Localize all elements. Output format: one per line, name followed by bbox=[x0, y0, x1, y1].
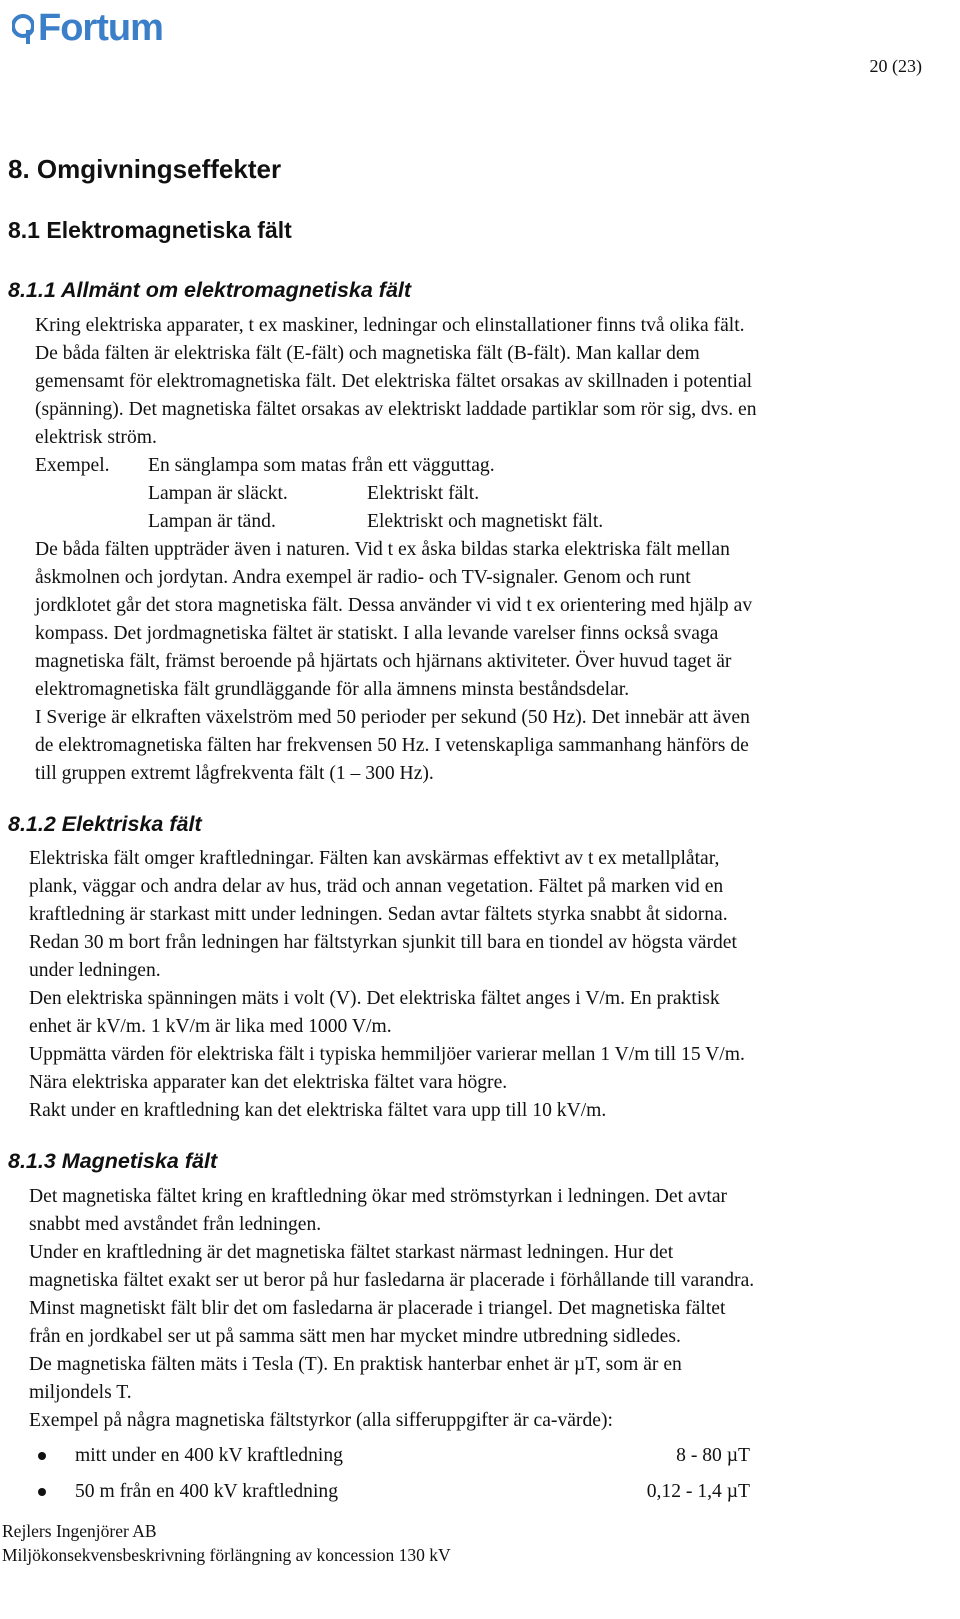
paragraph-line: I Sverige är elkraften växelström med 50 perioder per sekund (50 Hz). Det innebär att även bbox=[35, 707, 750, 728]
paragraph-line: Redan 30 m bort från ledningen har fältstyrkan sjunkit till bara en tiondel av högsta värdet bbox=[29, 932, 737, 953]
paragraph-line: De båda fälten är elektriska fält (E-fält) och magnetiska fält (B-fält). Man kallar dem bbox=[35, 343, 700, 364]
paragraph-line: elektromagnetiska fält grundläggande för alla ämnens minsta beståndsdelar. bbox=[35, 679, 630, 700]
section-general-body bbox=[35, 312, 935, 788]
page-footer bbox=[2, 1519, 451, 1567]
paragraph-line: till gruppen extremt lågfrekventa fält (1 – 300 Hz). bbox=[35, 763, 434, 784]
paragraph-line: Nära elektriska apparater kan det elektriska fältet vara högre. bbox=[29, 1072, 508, 1093]
paragraph-line: magnetiska fältet exakt ser ut beror på hur fasledarna är placerade i förhållande till varandra. bbox=[29, 1270, 755, 1291]
paragraph-line: under ledningen. bbox=[29, 960, 161, 981]
subsection-heading-electric: 8.1.2 Elektriska fält bbox=[8, 812, 202, 836]
paragraph-line: magnetiska fält, främst beroende på hjärtats och hjärnans aktiviteter. Över huvud taget är bbox=[35, 651, 732, 672]
chapter-heading: 8. Omgivningseffekter bbox=[8, 154, 282, 184]
example-row bbox=[35, 508, 935, 536]
list-item-value: 0,12 - 1,4 µT bbox=[646, 1481, 750, 1502]
paragraph-line: elektrisk ström. bbox=[35, 427, 157, 448]
example-intro bbox=[35, 452, 935, 480]
paragraph-line: De magnetiska fälten mäts i Tesla (T). En praktisk hanterbar enhet är µT, som är en bbox=[29, 1354, 682, 1375]
example-text: En sänglampa som matas från ett vägguttag. bbox=[148, 455, 495, 476]
section-heading: 8.1 Elektromagnetiska fält bbox=[8, 217, 292, 243]
paragraph-line: De båda fälten uppträder även i naturen. Vid t ex åska bildas starka elektriska fält mellan bbox=[35, 539, 730, 560]
paragraph-line: från en jordkabel ser ut på samma sätt men har mycket mindre utbredning sidledes. bbox=[29, 1326, 681, 1347]
paragraph-line: Exempel på några magnetiska fältstyrkor (alla sifferuppgifter är ca-värde): bbox=[29, 1410, 613, 1431]
example-state: Lampan är släckt. bbox=[148, 483, 288, 504]
paragraph-line: Den elektriska spänningen mäts i volt (V). Det elektriska fältet anges i V/m. En praktisk bbox=[29, 988, 720, 1009]
paragraph-line: gemensamt för elektromagnetiska fält. Det elektriska fältet orsakas av skillnaden i potential bbox=[35, 371, 753, 392]
paragraph-line: åskmolnen och jordytan. Andra exempel är radio- och TV-signaler. Genom och runt bbox=[35, 567, 691, 588]
paragraph-line: jordklotet går det stora magnetiska fält. Dessa använder vi vid t ex orientering med hjälp av bbox=[35, 595, 753, 616]
logo-text: Fortum bbox=[38, 7, 163, 49]
list-item-label: mitt under en 400 kV kraftledning bbox=[75, 1445, 343, 1466]
paragraph-line: kompass. Det jordmagnetiska fältet är statiskt. I alla levande varelser finns också svaga bbox=[35, 623, 719, 644]
paragraph-line: kraftledning är starkast mitt under ledningen. Sedan avtar fältets styrka snabbt åt sidorna. bbox=[29, 904, 728, 925]
section-magnetic-body bbox=[29, 1183, 929, 1435]
example-label: Exempel. bbox=[35, 455, 110, 476]
fortum-logo bbox=[12, 6, 163, 50]
subsection-heading-magnetic: 8.1.3 Magnetiska fält bbox=[8, 1149, 218, 1173]
paragraph-line: plank, väggar och andra delar av hus, träd och annan vegetation. Fältet på marken vid en bbox=[29, 876, 724, 897]
field-strength-list bbox=[30, 1438, 930, 1510]
page-number: 20 (23) bbox=[869, 56, 922, 76]
paragraph-line: de elektromagnetiska fälten har frekvensen 50 Hz. I vetenskapliga sammanhang hänförs de bbox=[35, 735, 749, 756]
paragraph-line: Rakt under en kraftledning kan det elektriska fältet vara upp till 10 kV/m. bbox=[29, 1100, 607, 1121]
example-result: Elektriskt fält. bbox=[367, 483, 480, 504]
example-row bbox=[35, 480, 935, 508]
paragraph-line: (spänning). Det magnetiska fältet orsakas av elektriskt laddade partiklar som rör sig, dvs. en bbox=[35, 399, 757, 420]
subsection-heading-general: 8.1.1 Allmänt om elektromagnetiska fält bbox=[8, 278, 412, 302]
paragraph-line: Under en kraftledning är det magnetiska fältet starkast närmast ledningen. Hur det bbox=[29, 1242, 674, 1263]
list-item-value: 8 - 80 µT bbox=[676, 1445, 750, 1466]
paragraph-line: Uppmätta värden för elektriska fält i typiska hemmiljöer varierar mellan 1 V/m till 15 V/m. bbox=[29, 1044, 745, 1065]
footer-document-title: Miljökonsekvensbeskrivning förlängning av koncession 130 kV bbox=[2, 1545, 451, 1565]
footer-company: Rejlers Ingenjörer AB bbox=[2, 1521, 157, 1541]
list-item-label: 50 m från en 400 kV kraftledning bbox=[75, 1481, 339, 1502]
list-item bbox=[30, 1438, 930, 1474]
paragraph-line: enhet är kV/m. 1 kV/m är lika med 1000 V/m. bbox=[29, 1016, 392, 1037]
paragraph-line: Det magnetiska fältet kring en kraftledning ökar med strömstyrkan i ledningen. Det avtar bbox=[29, 1186, 728, 1207]
section-electric-body bbox=[29, 845, 929, 1125]
paragraph-line: Kring elektriska apparater, t ex maskiner, ledningar och elinstallationer finns två olika fält. bbox=[35, 315, 745, 336]
fortum-logo-icon bbox=[12, 10, 34, 46]
bullet-icon bbox=[38, 1488, 46, 1496]
paragraph-line: snabbt med avståndet från ledningen. bbox=[29, 1214, 322, 1235]
paragraph-line: Minst magnetiskt fält blir det om fasledarna är placerade i triangel. Det magnetiska fältet bbox=[29, 1298, 726, 1319]
example-state: Lampan är tänd. bbox=[148, 511, 276, 532]
bullet-icon bbox=[38, 1452, 46, 1460]
example-result: Elektriskt och magnetiskt fält. bbox=[367, 511, 604, 532]
paragraph-line: Elektriska fält omger kraftledningar. Fälten kan avskärmas effektivt av t ex metallplåtar, bbox=[29, 848, 720, 869]
list-item bbox=[30, 1474, 930, 1510]
paragraph-line: miljondels T. bbox=[29, 1382, 132, 1403]
